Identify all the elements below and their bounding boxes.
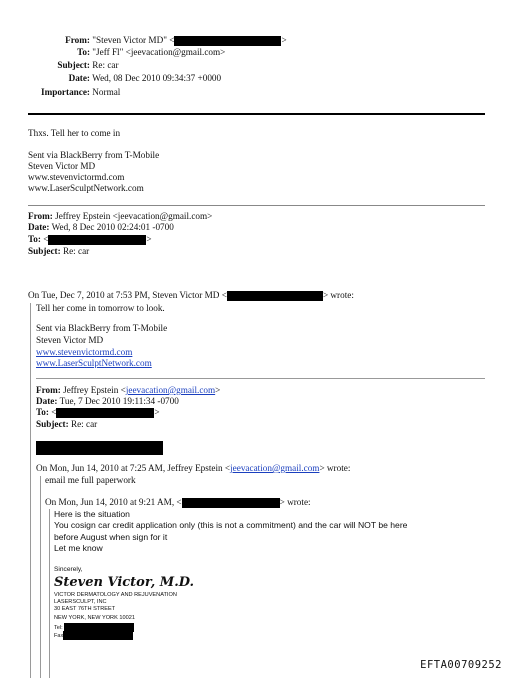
header-date-label: Date: xyxy=(68,73,90,83)
msg4-to-close: > xyxy=(154,407,160,417)
msg5-intro-text: On Mon, Jun 14, 2010 at 7:25 AM, Jeffrey Epstein < xyxy=(36,463,231,473)
msg2-date-value: Wed, 8 Dec 2010 02:24:01 -0700 xyxy=(51,222,174,232)
msg4-from-label: From: xyxy=(36,385,61,395)
msg2-date-row xyxy=(28,222,174,233)
document-id: EFTA00709252 xyxy=(420,659,502,671)
header-from-value: "Steven Victor MD" < xyxy=(92,35,175,45)
header-importance-row xyxy=(20,87,120,98)
quote-bar xyxy=(49,509,50,678)
msg4-to-row xyxy=(36,407,160,418)
msg4-date-value: Tue, 7 Dec 2010 19:11:34 -0700 xyxy=(59,396,179,406)
header-subject-row xyxy=(20,60,119,71)
redaction-block xyxy=(48,235,146,245)
msg4-from-row xyxy=(36,385,220,396)
msg3-intro xyxy=(28,290,354,301)
header-divider xyxy=(28,113,485,115)
msg6-line: Let me know xyxy=(54,543,103,553)
msg6-line: You cosign car credit application only (this is not a commitment) and the car will NOT be here xyxy=(54,520,408,530)
msg2-subject-value: Re: car xyxy=(62,246,90,256)
tel-label: Tel: xyxy=(54,624,63,631)
body-signature-line: www.LaserSculptNetwork.com xyxy=(28,183,144,193)
fax-row xyxy=(54,631,133,640)
msg4-subject-label: Subject: xyxy=(36,419,69,429)
redaction-block xyxy=(36,441,163,455)
msg2-subject-row xyxy=(28,246,89,257)
header-from-row xyxy=(20,35,287,46)
msg4-subject-row xyxy=(36,419,97,430)
msg2-to-close: > xyxy=(146,234,152,244)
stevenvictormd-link[interactable]: www.stevenvictormd.com xyxy=(36,347,133,357)
fax-label: Fax xyxy=(54,632,64,639)
redaction-block xyxy=(182,498,280,508)
address-line: NEW YORK, NEW YORK 10021 xyxy=(54,615,135,621)
quote-bar xyxy=(30,303,31,678)
header-date-row xyxy=(20,73,221,84)
header-subject-label: Subject: xyxy=(57,60,90,70)
msg2-to-label: To: xyxy=(28,234,41,244)
address-line: VICTOR DERMATOLOGY AND REJUVENATION xyxy=(54,592,177,598)
header-date-value: Wed, 08 Dec 2010 09:34:37 +0000 xyxy=(92,73,222,83)
lasersculpt-link[interactable]: www.LaserSculptNetwork.com xyxy=(36,358,152,368)
message-divider xyxy=(28,205,485,206)
address-line: 30 EAST 76TH STREET xyxy=(54,606,116,612)
msg3-signature-line: Sent via BlackBerry from T-Mobile xyxy=(36,323,168,333)
redaction-block xyxy=(227,291,323,301)
msg2-to-row xyxy=(28,234,152,245)
header-to-value: "Jeff Fl" <jeevacation@gmail.com> xyxy=(92,47,226,57)
sincerely-text: Sincerely, xyxy=(54,566,83,573)
header-to-label: To: xyxy=(77,47,90,57)
redaction-block xyxy=(63,631,133,640)
msg3-intro-text: On Tue, Dec 7, 2010 at 7:53 PM, Steven Victor MD < xyxy=(28,290,227,300)
jeevacation-email-link[interactable]: jeevacation@gmail.com xyxy=(125,385,216,395)
address-line: LASERSCULPT, INC xyxy=(54,599,107,605)
msg4-to-label: To: xyxy=(36,407,49,417)
msg4-date-label: Date: xyxy=(36,396,58,406)
msg4-from-close: > xyxy=(215,385,221,395)
jeevacation-email-link[interactable]: jeevacation@gmail.com xyxy=(230,463,320,473)
redaction-block xyxy=(56,408,154,418)
msg6-line: Here is the situation xyxy=(54,509,130,519)
msg6-line: before August when sign for it xyxy=(54,532,168,542)
header-importance-label: Importance: xyxy=(41,87,90,97)
quote-bar xyxy=(40,476,41,678)
redaction-block xyxy=(174,36,281,46)
body-signature-line: Steven Victor MD xyxy=(28,161,96,171)
msg6-intro-close: > wrote: xyxy=(279,497,311,507)
header-from-close: > xyxy=(281,35,287,45)
signature-name: Steven Victor, M.D. xyxy=(54,575,195,590)
msg2-from-row xyxy=(28,211,212,222)
body-line: Thxs. Tell her to come in xyxy=(28,128,121,138)
msg5-line: email me full paperwork xyxy=(45,475,136,485)
msg3-line: Tell her come in tomorrow to look. xyxy=(36,303,165,313)
msg2-to-value: < xyxy=(43,234,49,244)
body-signature-line: Sent via BlackBerry from T-Mobile xyxy=(28,150,160,160)
msg6-intro xyxy=(45,497,311,508)
msg2-from-label: From: xyxy=(28,211,53,221)
msg4-from-name: Jeffrey Epstein < xyxy=(63,385,126,395)
body-signature-line: www.stevenvictormd.com xyxy=(28,172,125,182)
msg2-subject-label: Subject: xyxy=(28,246,61,256)
msg6-intro-text: On Mon, Jun 14, 2010 at 9:21 AM, < xyxy=(45,497,182,507)
header-importance-value: Normal xyxy=(92,87,121,97)
msg4-subject-value: Re: car xyxy=(70,419,98,429)
msg3-signature-line: Steven Victor MD xyxy=(36,335,104,345)
header-from-label: From: xyxy=(65,35,90,45)
message-divider xyxy=(36,378,485,379)
msg5-intro-close: > wrote: xyxy=(319,463,351,473)
msg4-redacted-body xyxy=(36,439,163,457)
msg4-to-value: < xyxy=(51,407,57,417)
msg2-from-value: Jeffrey Epstein <jeevacation@gmail.com> xyxy=(55,211,213,221)
header-subject-value: Re: car xyxy=(92,60,119,70)
header-to-row xyxy=(20,47,225,58)
msg2-date-label: Date: xyxy=(28,222,50,232)
msg5-intro xyxy=(36,463,350,474)
msg4-date-row xyxy=(36,396,179,407)
msg3-intro-close: > wrote: xyxy=(322,290,354,300)
